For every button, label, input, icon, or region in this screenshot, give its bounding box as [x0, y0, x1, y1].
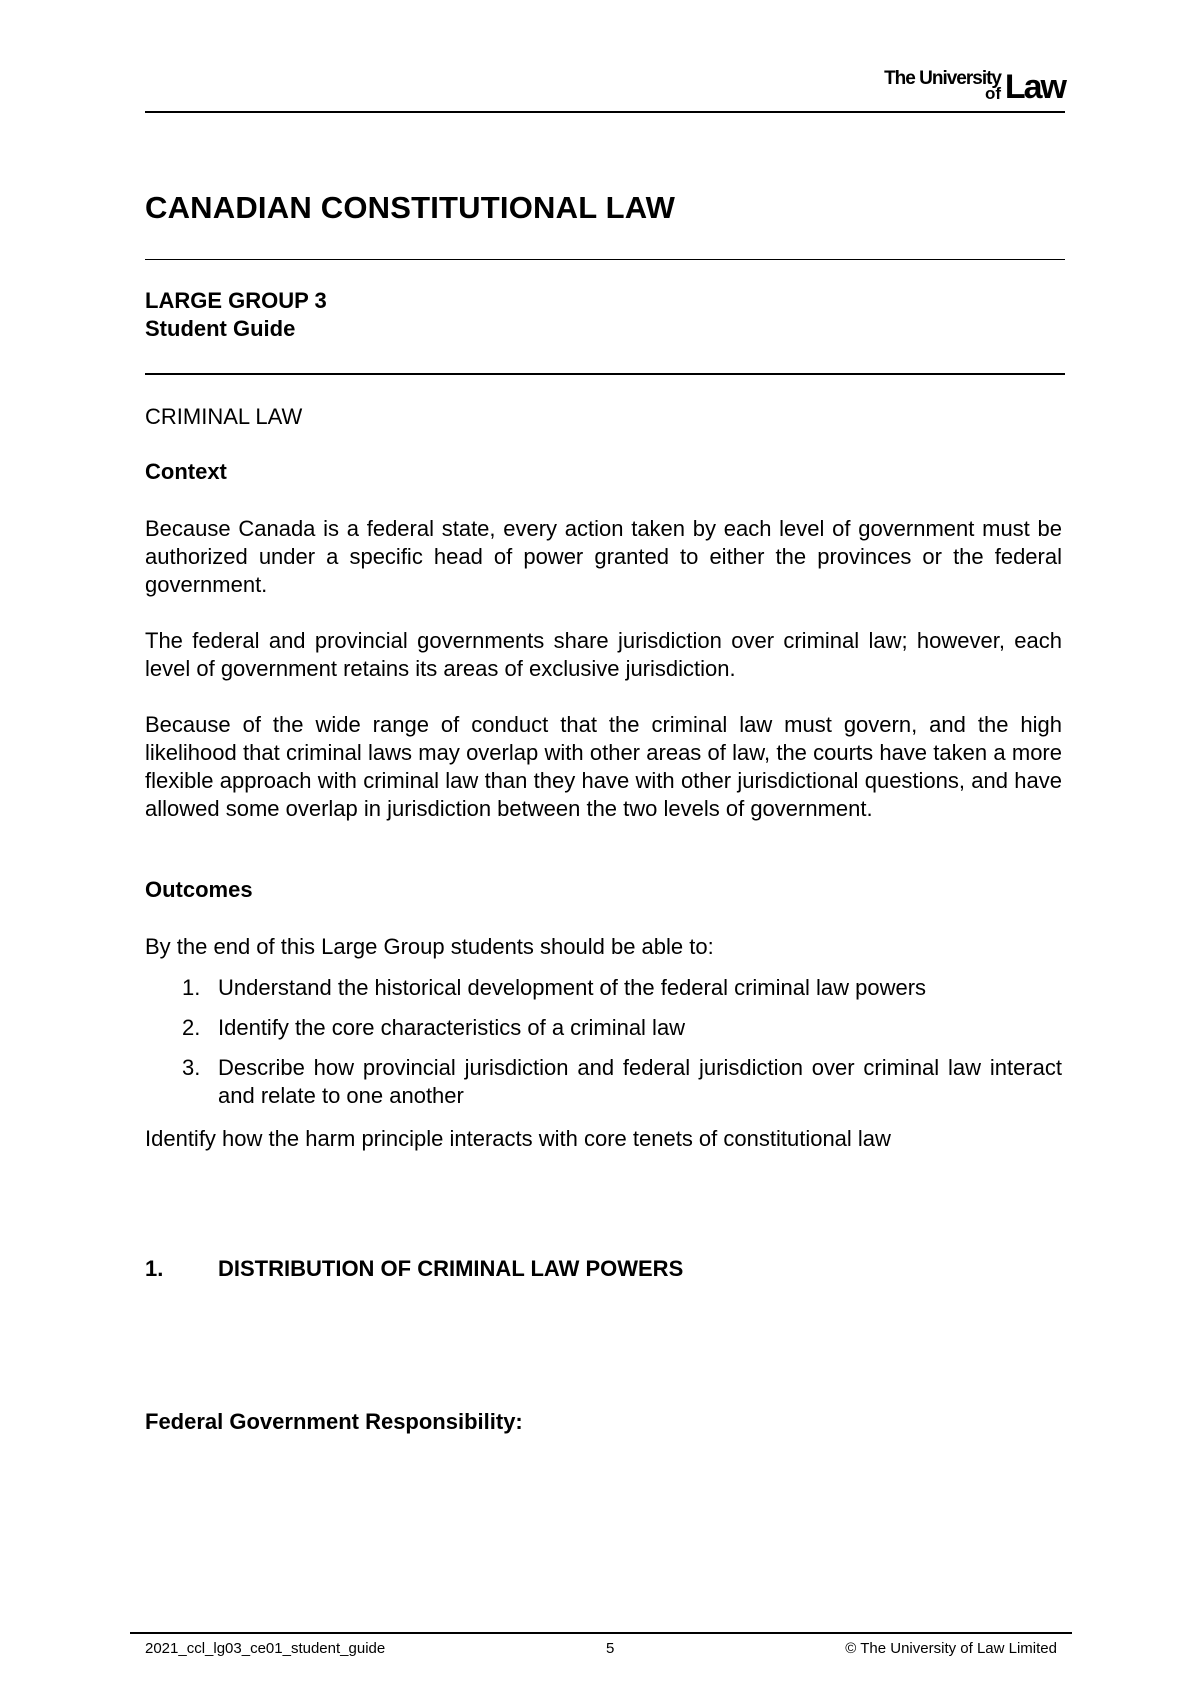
list-item-number: 1.: [182, 975, 201, 1000]
federal-heading: Federal Government Responsibility:: [145, 1409, 523, 1434]
outcomes-list: [145, 974, 1062, 1122]
context-paragraph-3: Because of the wide range of conduct that the criminal law must govern, and the high likelihood that criminal laws may overlap with other areas of law, the courts have taken a more flexible approach with criminal law than they have with other jurisdictional questions, and have allowed some overlap in jurisdiction between the two levels of government.: [145, 712, 1062, 821]
list-item: [145, 974, 1062, 1002]
university-logo: [855, 68, 1065, 104]
section-1-number: 1.: [145, 1256, 164, 1281]
outcomes-intro: By the end of this Large Group students should be able to:: [145, 934, 714, 959]
list-item-number: 3.: [182, 1055, 201, 1080]
subtitle-rule: [145, 373, 1065, 375]
document-title: CANADIAN CONSTITUTIONAL LAW: [145, 190, 676, 225]
guide-label: Student Guide: [145, 316, 296, 341]
outcomes-extra: Identify how the harm principle interacts with core tenets of constitutional law: [145, 1126, 891, 1151]
section-1-title: DISTRIBUTION OF CRIMINAL LAW POWERS: [218, 1256, 684, 1281]
section-label: CRIMINAL LAW: [145, 404, 303, 429]
logo-line2: of: [984, 84, 1001, 103]
list-item-text: Identify the core characteristics of a criminal law: [218, 1015, 686, 1040]
context-heading: Context: [145, 459, 227, 484]
context-paragraph-1: Because Canada is a federal state, every action taken by each level of government must be authorized under a specific head of power granted to either the provinces or the federal government.: [145, 516, 1062, 597]
list-item: [145, 1054, 1062, 1110]
outcomes-heading: Outcomes: [145, 877, 253, 902]
list-item-text: Describe how provincial jurisdiction and federal jurisdiction over criminal law interact and relate to one another: [218, 1055, 1062, 1108]
footer-rule: [130, 1632, 1072, 1634]
list-item-number: 2.: [182, 1015, 201, 1040]
footer-copyright: © The University of Law Limited: [845, 1640, 1057, 1657]
list-item-text: Understand the historical development of the federal criminal law powers: [218, 975, 927, 1000]
list-item: [145, 1014, 1062, 1042]
logo-word: Law: [1004, 68, 1065, 106]
context-paragraph-2: The federal and provincial governments share jurisdiction over criminal law; however, each level of government retains its areas of exclusive jurisdiction.: [145, 628, 1062, 681]
page-number: 5: [606, 1640, 615, 1657]
title-rule: [145, 259, 1065, 260]
logo-line1: The University: [884, 68, 1001, 89]
footer-filename: 2021_ccl_lg03_ce01_student_guide: [145, 1640, 386, 1657]
group-label: LARGE GROUP 3: [145, 288, 327, 313]
header-rule: [145, 111, 1065, 113]
